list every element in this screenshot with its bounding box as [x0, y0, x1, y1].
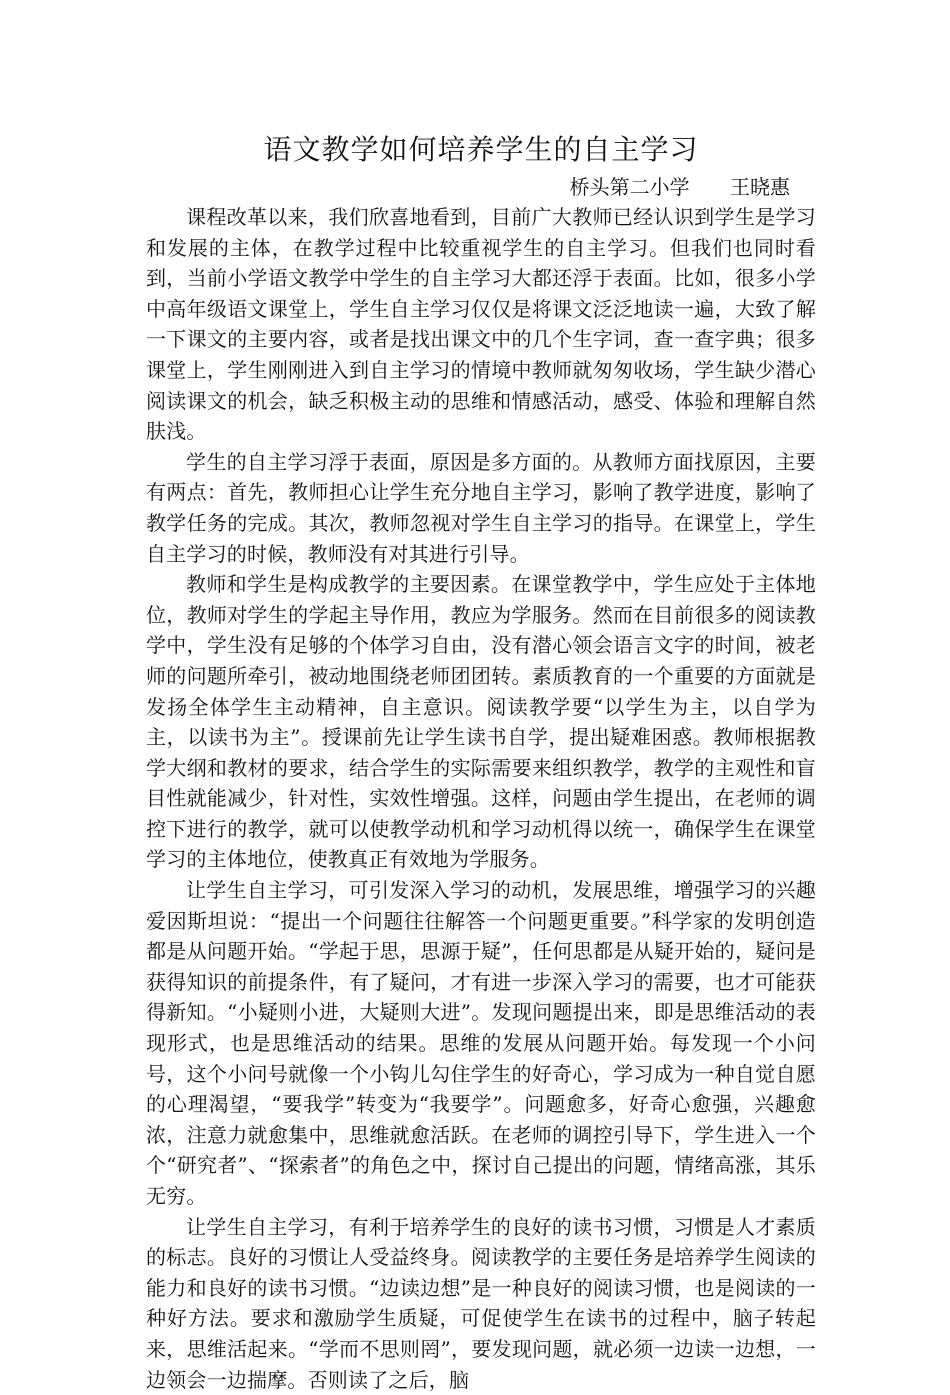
document-title: 语文教学如何培养学生的自主学习	[263, 133, 699, 166]
author-name: 王晓惠	[730, 175, 790, 199]
paragraph: 让学生自主学习，有利于培养学生的良好的读书习惯，习惯是人才素质的标志。良好的习惯让人受益终身。阅读教学的主要任务是培养学生阅读的能力和良好的读书习惯。“边读边想”是一种良好的阅读习惯，也是阅读的一种好方法。要求和激励学生质疑，可促使学生在读书的过程中，脑子转起来，思维活起来。“学而不思则罔”，要发现问题，就必须一边读一边想，一边领会一边揣摩。否则读了之后，脑	[146, 1214, 816, 1392]
article-body	[146, 202, 816, 1395]
paragraph: 让学生自主学习，可引发深入学习的动机，发展思维，增强学习的兴趣 爱因斯坦说：“提出一个问题往往解答一个问题更重要。”科学家的发明创造都是从问题开始。“学起于思，思源于疑”，任何思都是从疑开始的，疑问是获得知识的前提条件，有了疑问，才有进一步深入学习的需要，也才可能获得新知。“小疑则小进，大疑则大进”。发现问题提出来，即是思维活动的表现形式，也是思维活动的结果。思维的发展从问题开始。每发现一个小问号，这个小问号就像一个小钩儿勾住学生的好奇心，学习成为一种自觉自愿的心理渴望，“要我学”转变为“我要学”。问题愈多，好奇心愈强，兴趣愈浓，注意力就愈集中，思维就愈活跃。在老师的调控引导下，学生进入一个个“研究者”、“探索者”的角色之中，探讨自己提出的问题，情绪高涨，其乐无穷。	[146, 878, 816, 1208]
school-name: 桥头第二小学	[569, 175, 690, 199]
document-page	[146, 128, 816, 1395]
author-line	[146, 172, 816, 202]
paragraph: 学生的自主学习浮于表面，原因是多方面的。从教师方面找原因，主要有两点：首先，教师担心让学生充分地自主学习，影响了教学进度，影响了教学任务的完成。其次，教师忽视对学生自主学习的指导。在课堂上，学生自主学习的时候，教师没有对其进行引导。	[146, 449, 816, 566]
paragraph: 课程改革以来，我们欣喜地看到，目前广大教师已经认识到学生是学习和发展的主体，在教学过程中比较重视学生的自主学习。但我们也同时看到，当前小学语文教学中学生的自主学习大都还浮于表面。比如，很多小学中高年级语文课堂上，学生自主学习仅仅是将课文泛泛地读一遍，大致了解一下课文的主要内容，或者是找出课文中的几个生字词，查一查字典；很多课堂上，学生刚刚进入到自主学习的情境中教师就匆匆收场，学生缺少潜心阅读课文的机会，缺乏积极主动的思维和情感活动，感受、体验和理解自然肤浅。	[146, 205, 816, 444]
paragraph: 教师和学生是构成教学的主要因素。在课堂教学中，学生应处于主体地位，教师对学生的学起主导作用，教应为学服务。然而在目前很多的阅读教学中，学生没有足够的个体学习自由，没有潜心领会语言文字的时间，被老师的问题所牵引，被动地围绕老师团团转。素质教育的一个重要的方面就是发扬全体学生主动精神，自主意识。阅读教学要“以学生为主，以自学为主，以读书为主”。授课前先让学生读书自学，提出疑难困惑。教师根据教学大纲和教材的要求，结合学生的实际需要来组织教学，教学的主观性和盲目性就能减少，针对性，实效性增强。这样，问题由学生提出，在老师的调控下进行的教学，就可以使教学动机和学习动机得以统一，确保学生在课堂学习的主体地位，使教真正有效地为学服务。	[146, 572, 816, 872]
